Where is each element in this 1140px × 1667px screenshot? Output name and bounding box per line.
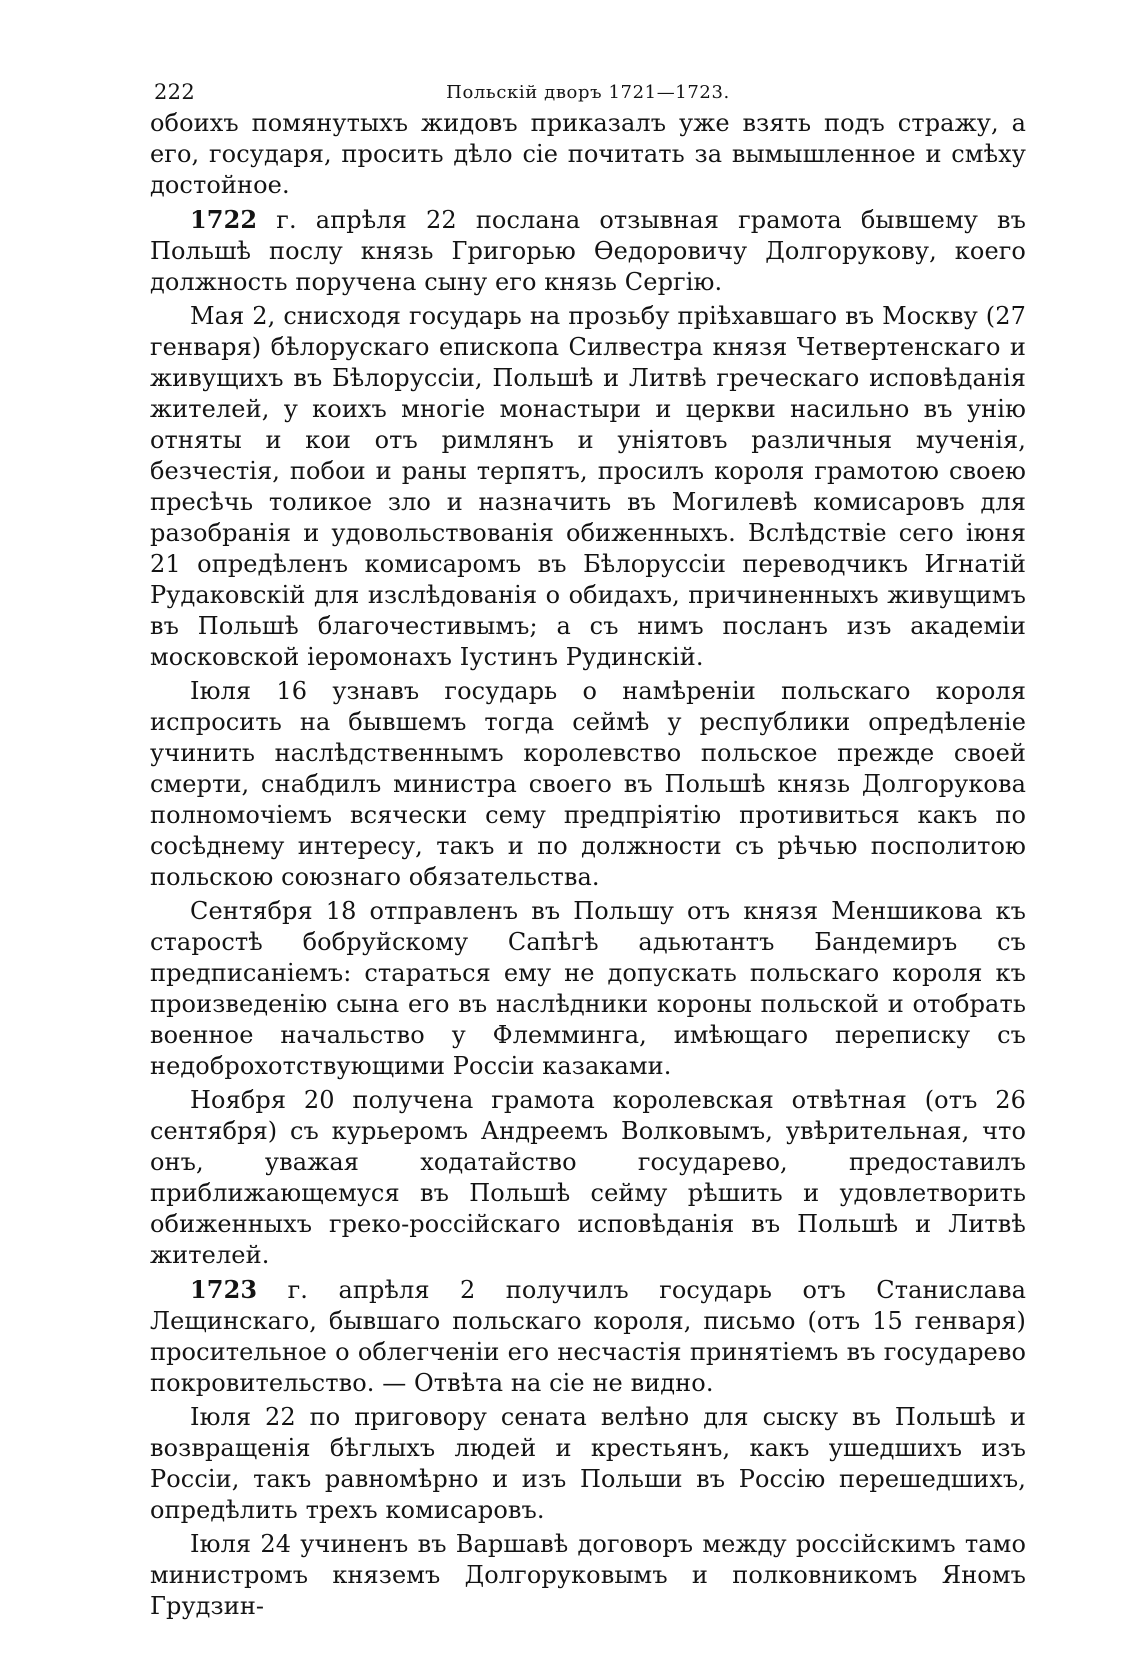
year-heading-1723: 1723 <box>190 1275 258 1304</box>
paragraph-text: Ноября 20 получена грамота королевская отвѣтная (отъ 26 сентября) съ курьеромъ Андреемъ Волковымъ, увѣрительная, что онъ, уважая ходатайство государево, предоставилъ приближающемуся въ Польшѣ сейму рѣшить и удовлетворить обиженныхъ греко-россійскаго исповѣданія въ Польшѣ и Литвѣ жителей. <box>150 1086 1026 1269</box>
paragraph-july-24 <box>150 1529 1026 1622</box>
book-page <box>150 72 1026 1625</box>
paragraph-november-20 <box>150 1085 1026 1271</box>
paragraph-text: Сентября 18 отправленъ въ Польшу отъ князя Меншикова къ старостѣ бобруйскому Сапѣгѣ адьютантъ Бандемиръ съ предписаніемъ: стараться ему не допускать польскаго короля къ произведенію сына его въ наслѣдники короны польской и отобрать военное начальство у Флемминга, имѣющаго переписку съ недоброхотствующими Россіи казаками. <box>150 897 1026 1080</box>
paragraph-may-2 <box>150 301 1026 673</box>
running-title: Польскій дворъ 1721—1723. <box>446 82 730 103</box>
paragraph-text: обоихъ помянутыхъ жидовъ приказалъ уже взять подъ стражу, а его, государя, просить дѣло сіе почитать за вымышленное и смѣху достойное. <box>150 109 1026 199</box>
paragraph-july-22 <box>150 1402 1026 1526</box>
paragraph-text: Іюля 24 учиненъ въ Варшавѣ договоръ между россійскимъ тамо министромъ княземъ Долгоруковымъ и полковникомъ Яномъ Грудзин- <box>150 1530 1026 1620</box>
paragraph-text: Мая 2, снисходя государь на прозьбу пріѣхавшаго въ Москву (27 генваря) бѣлорускаго епископа Силвестра князя Четвертенскаго и живущихъ въ Бѣлоруссіи, Польшѣ и Литвѣ греческаго исповѣданія жителей, у коихъ многіе монастыри и церкви насильно въ унію отняты и кои отъ римлянъ и уніятовъ различныя мученія, безчестія, побои и раны терпятъ, просилъ короля грамотою своею пресѣчь толикое зло и назначить въ Могилевѣ комисаровъ для разобранія и удовольствованія обиженныхъ. Вслѣдствіе сего іюня 21 опредѣленъ комисаромъ въ Бѣлоруссіи переводчикъ Игнатій Рудаковскій для изслѣдованія о обидахъ, причиненныхъ живущимъ въ Польшѣ благочестивымъ; а съ нимъ посланъ изъ академіи московской іеромонахъ Іустинъ Рудинскій. <box>150 302 1026 671</box>
paragraph-july-16 <box>150 676 1026 893</box>
paragraph-1723-april <box>150 1274 1026 1399</box>
paragraph-text: г. апрѣля 2 получилъ государь отъ Станислава Лещинскаго, бывшаго польскаго короля, письмо (отъ 15 генваря) просительное о облегченіи его несчастія принятіемъ въ государево покровительство. — Отвѣта на сіе не видно. <box>150 1276 1026 1397</box>
paragraph-continued <box>150 108 1026 201</box>
year-heading-1722: 1722 <box>190 205 258 234</box>
paragraph-text: Іюля 16 узнавъ государь о намѣреніи польскаго короля испросить на бывшемъ тогда сеймѣ у республики опредѣленіе учинить наслѣдственнымъ королевство польское прежде своей смерти, снабдилъ министра своего въ Польшѣ князь Долгорукова полномочіемъ всячески сему предпріятію противиться какъ по сосѣднему интересу, такъ и по должности съ рѣчью посполитою польскою союзнаго обязательства. <box>150 677 1026 891</box>
paragraph-text: Іюля 22 по приговору сената велѣно для сыску въ Польшѣ и возвращенія бѣглыхъ людей и крестьянъ, какъ ушедшихъ изъ Россіи, такъ равномѣрно и изъ Польши въ Россію перешедшихъ, опредѣлить трехъ комисаровъ. <box>150 1403 1026 1524</box>
paragraph-1722-april <box>150 204 1026 298</box>
paragraph-september-18 <box>150 896 1026 1082</box>
paragraph-text: г. апрѣля 22 послана отзывная грамота бывшему въ Польшѣ послу князь Григорью Ѳедоровичу Долгорукову, коего должность поручена сыну его князь Сергію. <box>150 206 1026 296</box>
body-text <box>150 108 1026 1622</box>
page-number: 222 <box>154 80 195 104</box>
running-head <box>150 72 1026 108</box>
